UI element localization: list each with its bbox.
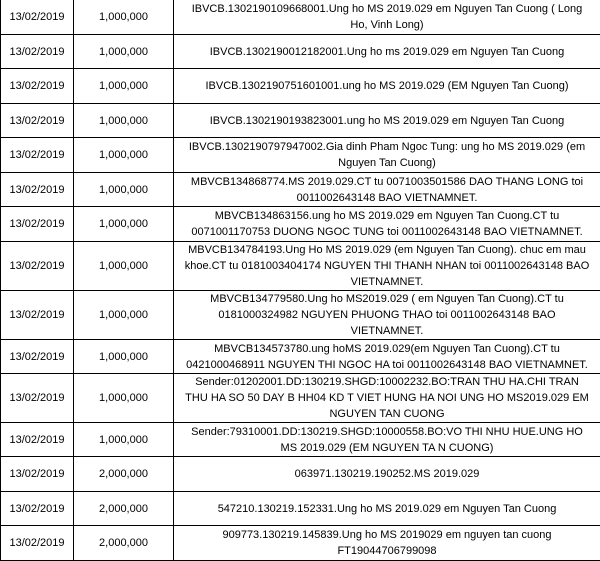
date-cell: 13/02/2019 [1,69,74,104]
table-row [1,526,600,561]
description-cell: 063971.130219.190252.MS 2019.029 [174,457,600,492]
amount-cell: 1,000,000 [74,291,174,340]
amount-cell: 1,000,000 [74,0,174,35]
description-cell: 909773.130219.145839.Ung ho MS 2019029 em nguyen tan cuong FT19044706799098 [174,526,600,561]
table-row [1,207,600,242]
date-cell: 13/02/2019 [1,35,74,69]
table-row [1,492,600,526]
date-cell: 13/02/2019 [1,374,74,423]
amount-cell: 1,000,000 [74,340,174,374]
description-cell: 547210.130219.152331.Ung ho MS 2019.029 em Nguyen Tan Cuong [174,492,600,526]
table-row [1,457,600,492]
date-cell: 13/02/2019 [1,138,74,173]
description-cell: IBVCB.1302190012182001.Ung ho ms 2019.029 em Nguyen Tan Cuong [174,35,600,69]
table-row [1,0,600,35]
description-cell: MBVCB134863156.ung ho MS 2019.029 em Nguyen Tan Cuong.CT tu 0071001170753 DUONG NGOC TUNG toi 0011002643148 BAO VIETNAMNET. [174,207,600,242]
amount-cell: 2,000,000 [74,492,174,526]
table-row [1,35,600,69]
date-cell: 13/02/2019 [1,423,74,457]
table-row [1,173,600,207]
description-cell: MBVCB134868774.MS 2019.029.CT tu 0071003501586 DAO THANG LONG toi 0011002643148 BAO VIETNAMNET. [174,173,600,207]
description-cell: IBVCB.1302190797947002.Gia dinh Pham Ngoc Tung: ung ho MS 2019.029 (em Nguyen Tan Cuong) [174,138,600,173]
date-cell: 13/02/2019 [1,104,74,138]
table-row [1,242,600,291]
amount-cell: 1,000,000 [74,104,174,138]
amount-cell: 1,000,000 [74,138,174,173]
amount-cell: 1,000,000 [74,35,174,69]
amount-cell: 1,000,000 [74,374,174,423]
amount-cell: 1,000,000 [74,69,174,104]
amount-cell: 1,000,000 [74,242,174,291]
table-row [1,423,600,457]
table-row [1,138,600,173]
description-cell: Sender:01202001.DD:130219.SHGD:10002232.BO:TRAN THU HA.CHI TRAN THU HA SO 50 DAY B HH04 KD T VIET HUNG HA NOI UNG HO MS2019.029 EM NGUYEN TAN CUONG [174,374,600,423]
table-row [1,291,600,340]
date-cell: 13/02/2019 [1,0,74,35]
date-cell: 13/02/2019 [1,526,74,561]
date-cell: 13/02/2019 [1,207,74,242]
table-row [1,69,600,104]
amount-cell: 1,000,000 [74,173,174,207]
date-cell: 13/02/2019 [1,242,74,291]
description-cell: MBVCB134784193.Ung Ho MS 2019.029 (em Nguyen Tan Cuong). chuc em mau khoe.CT tu 0181003404174 NGUYEN THI THANH NHAN toi 0011002643148 BAO VIETNAMNET. [174,242,600,291]
amount-cell: 1,000,000 [74,207,174,242]
date-cell: 13/02/2019 [1,457,74,492]
date-cell: 13/02/2019 [1,492,74,526]
table-row [1,104,600,138]
amount-cell: 1,000,000 [74,423,174,457]
description-cell: IBVCB.1302190751601001.ung ho MS 2019.029 (EM Nguyen Tan Cuong) [174,69,600,104]
description-cell: IBVCB.1302190193823001.ung ho MS 2019.029 em Nguyen Tan Cuong [174,104,600,138]
amount-cell: 2,000,000 [74,457,174,492]
amount-cell: 2,000,000 [74,526,174,561]
table-row [1,340,600,374]
table-row [1,374,600,423]
description-cell: MBVCB134573780.ung hoMS 2019.029(em Nguyen Tan Cuong).CT tu 0421000468911 NGUYEN THI NGOC HA toi 0011002643148 BAO VIETNAMNET. [174,340,600,374]
date-cell: 13/02/2019 [1,291,74,340]
description-cell: Sender:79310001.DD:130219.SHGD:10000558.BO:VO THI NHU HUE.UNG HO MS 2019.029 (EM NGUYEN TA N CUONG) [174,423,600,457]
description-cell: MBVCB134779580.Ung ho MS2019.029 ( em Nguyen Tan Cuong).CT tu 0181000324982 NGUYEN PHUONG THAO toi 0011002643148 BAO VIETNAMNET. [174,291,600,340]
description-cell: IBVCB.1302190109668001.Ung ho MS 2019.029 em Nguyen Tan Cuong ( Long Ho, Vinh Long) [174,0,600,35]
date-cell: 13/02/2019 [1,173,74,207]
date-cell: 13/02/2019 [1,340,74,374]
